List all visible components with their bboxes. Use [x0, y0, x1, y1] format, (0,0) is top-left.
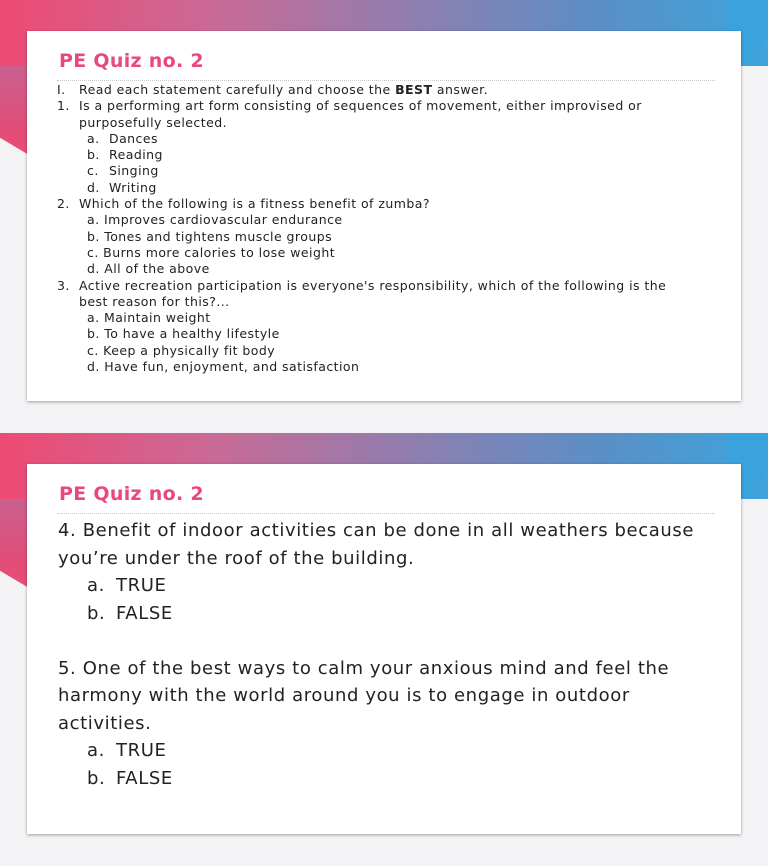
- option: b. To have a healthy lifestyle: [87, 326, 280, 342]
- instruction-number: I.: [57, 82, 66, 97]
- option: b. FALSE: [87, 767, 173, 789]
- option: a. Dances: [87, 130, 158, 146]
- option: a. Improves cardiovascular endurance: [87, 212, 343, 228]
- title-divider: [57, 80, 715, 81]
- option: a. TRUE: [87, 740, 167, 761]
- slide-1: [0, 0, 768, 420]
- option: c. Burns more calories to lose weight: [87, 244, 336, 260]
- question-5: 5. One of the best ways to calm your anxious mind and feel the harmony with the world around you is to engage in outdoor activities.: [58, 657, 670, 734]
- option: b. FALSE: [87, 602, 173, 624]
- question-list: [58, 517, 718, 792]
- option: c. Keep a physically fit body: [87, 342, 276, 358]
- option: d. All of the above: [87, 261, 210, 277]
- option: b. Tones and tightens muscle groups: [87, 228, 333, 244]
- question-text: Is a performing art form consisting of sequences of movement, either improvised or purposefully selected.: [79, 98, 642, 130]
- question-text: Which of the following is a fitness benefit of zumba?: [79, 196, 430, 212]
- question-1: 1. Is a performing art form consisting of sequences of movement, either improvised or purposefully selected.: [57, 98, 642, 130]
- option: c. Singing: [87, 163, 159, 179]
- quiz-card-2: [27, 464, 741, 834]
- option: d. Writing: [87, 179, 157, 195]
- option: d. Have fun, enjoyment, and satisfaction: [87, 359, 360, 375]
- option: a. TRUE: [87, 575, 167, 596]
- option: b. Reading: [87, 147, 163, 163]
- instruction: [57, 82, 717, 98]
- title-divider: [57, 513, 715, 514]
- question-text: Active recreation participation is everyone's responsibility, which of the following is the best reason for this?...: [79, 277, 667, 309]
- option: a. Maintain weight: [87, 310, 211, 326]
- quiz-card-1: [27, 31, 741, 401]
- spacer: [58, 627, 718, 655]
- page-title: PE Quiz no. 2: [59, 483, 204, 505]
- question-list: [57, 82, 717, 375]
- slide-2: [0, 433, 768, 866]
- instruction-text: Read each statement carefully and choose the BEST answer.: [79, 82, 489, 97]
- question-2: 2. Which of the following is a fitness benefit of zumba?: [57, 196, 430, 212]
- page-title: PE Quiz no. 2: [59, 50, 204, 72]
- question-4: 4. Benefit of indoor activities can be done in all weathers because you’re under the roof of the building.: [58, 520, 695, 569]
- question-3: 3. Active recreation participation is everyone's responsibility, which of the following is the best reason for this?...: [57, 277, 667, 309]
